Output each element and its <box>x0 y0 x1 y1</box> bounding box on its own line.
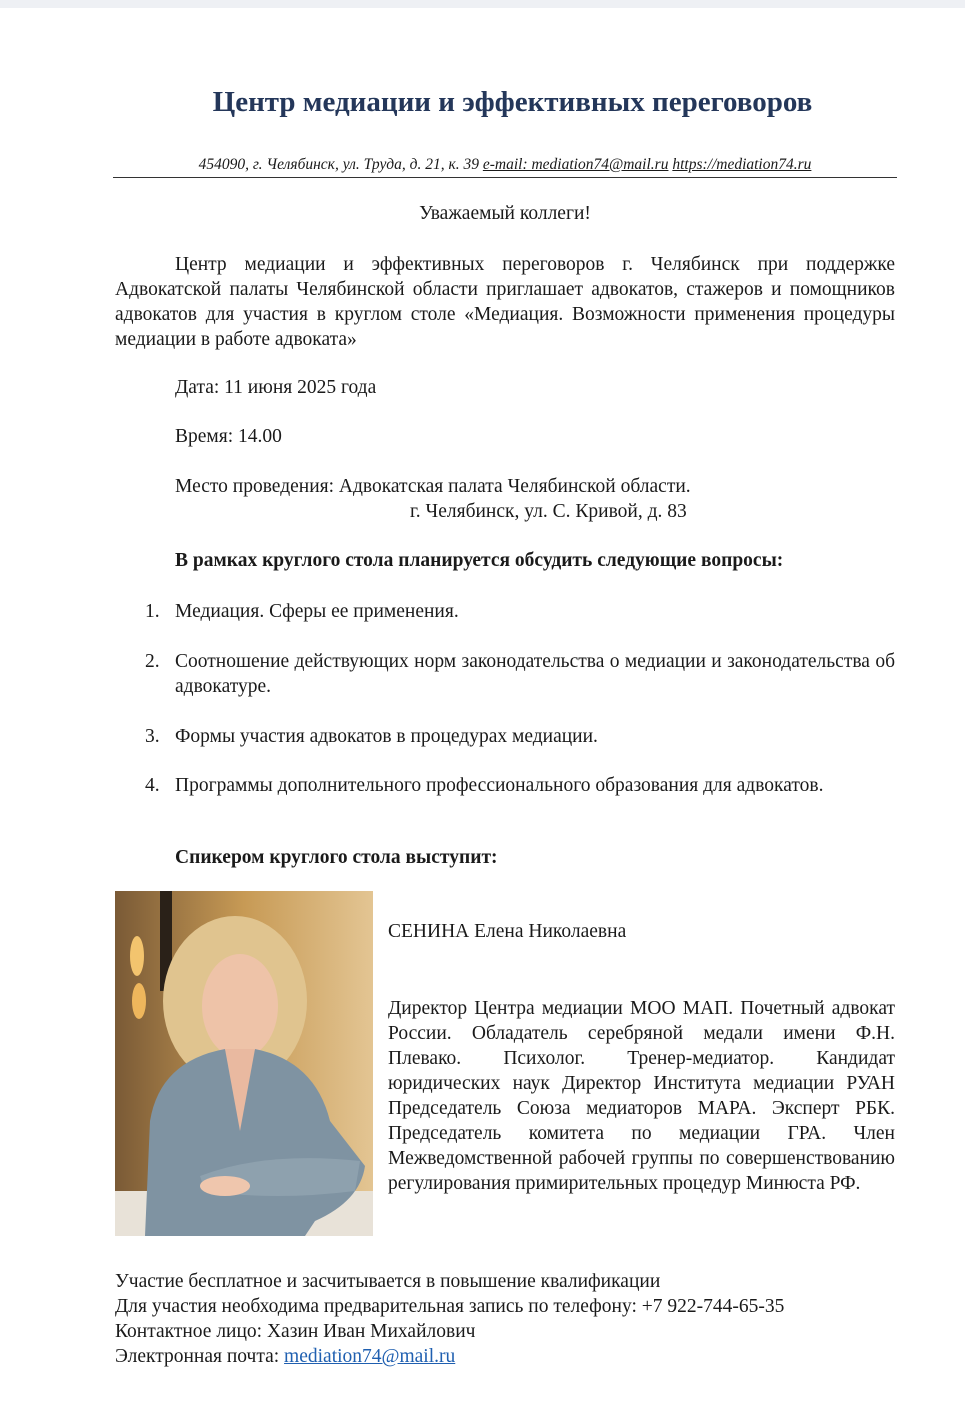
top-bar <box>0 0 965 8</box>
topic-item <box>115 649 895 699</box>
speaker-bio: Директор Центра медиации МОО МАП. Почетный адвокат России. Обладатель серебряной медали имени Ф.Н. Плевако. Психолог. Тренер-медиатор. Кандидат юридических наук Директор Института медиации РУАН Председатель Союза медиаторов МАРА. Эксперт РБК. Председатель комитета по медиации ГРА. Член Межведомственной рабочей группы по совершенствованию регулирования примирительных процедур Минюста РФ. <box>388 998 895 1194</box>
topic-text: Медиация. Сферы ее применения. <box>175 601 459 622</box>
org-title: Центр медиации и эффективных переговоров <box>212 86 813 118</box>
topic-number: 4. <box>145 775 160 796</box>
free-participation-note: Участие бесплатное и засчитывается в повышение квалификации <box>115 1271 661 1292</box>
contact-person: Контактное лицо: Хазин Иван Михайлович <box>115 1321 476 1342</box>
event-date: Дата: 11 июня 2025 года <box>175 377 377 398</box>
registration-phone: Для участия необходима предварительная запись по телефону: +7 922-744-65-35 <box>115 1296 785 1317</box>
topics-heading: В рамках круглого стола планируется обсудить следующие вопросы: <box>175 550 784 571</box>
speaker-name: СЕНИНА Елена Николаевна <box>388 921 627 942</box>
topic-text: Формы участия адвокатов в процедурах медиации. <box>175 726 598 747</box>
topic-item <box>115 724 895 749</box>
address: 454090, г. Челябинск, ул. Труда, д. 21, к. 39 <box>198 156 479 173</box>
topic-item <box>115 773 895 798</box>
event-place: Место проведения: Адвокатская палата Челябинской области. <box>175 476 691 497</box>
topic-number: 1. <box>145 601 160 622</box>
speaker-photo <box>115 891 373 1236</box>
speaker-heading: Спикером круглого стола выступит: <box>175 847 498 868</box>
topic-number: 2. <box>145 651 160 672</box>
site-link[interactable]: https://mediation74.ru <box>672 156 812 173</box>
topic-number: 3. <box>145 726 160 747</box>
greeting: Уважаемый коллеги! <box>419 203 591 224</box>
footer-info <box>115 1269 784 1369</box>
contact-email-line <box>115 1344 784 1369</box>
email-label: Электронная почта: <box>115 1346 285 1367</box>
address-line <box>115 156 895 174</box>
header-divider <box>113 177 897 178</box>
intro-paragraph: Центр медиации и эффективных переговоров г. Челябинск при поддержке Адвокатской палаты Челябинской области приглашает адвокатов, стажеров и помощников адвокатов для участия в круглом столе «Медиация. Возможности применения процедуры медиации в работе адвоката» <box>115 254 895 350</box>
email-link[interactable]: e-mail: mediation74@mail.ru <box>482 156 669 173</box>
topic-text: Соотношение действующих норм законодательства о медиации и законодательства об адвокатуре. <box>175 651 895 697</box>
contact-email-link[interactable]: mediation74@mail.ru <box>284 1346 456 1367</box>
event-address: г. Челябинск, ул. С. Кривой, д. 83 <box>410 501 687 522</box>
event-time: Время: 14.00 <box>175 426 282 447</box>
topic-text: Программы дополнительного профессионального образования для адвокатов. <box>175 775 824 796</box>
topic-item <box>115 599 895 624</box>
